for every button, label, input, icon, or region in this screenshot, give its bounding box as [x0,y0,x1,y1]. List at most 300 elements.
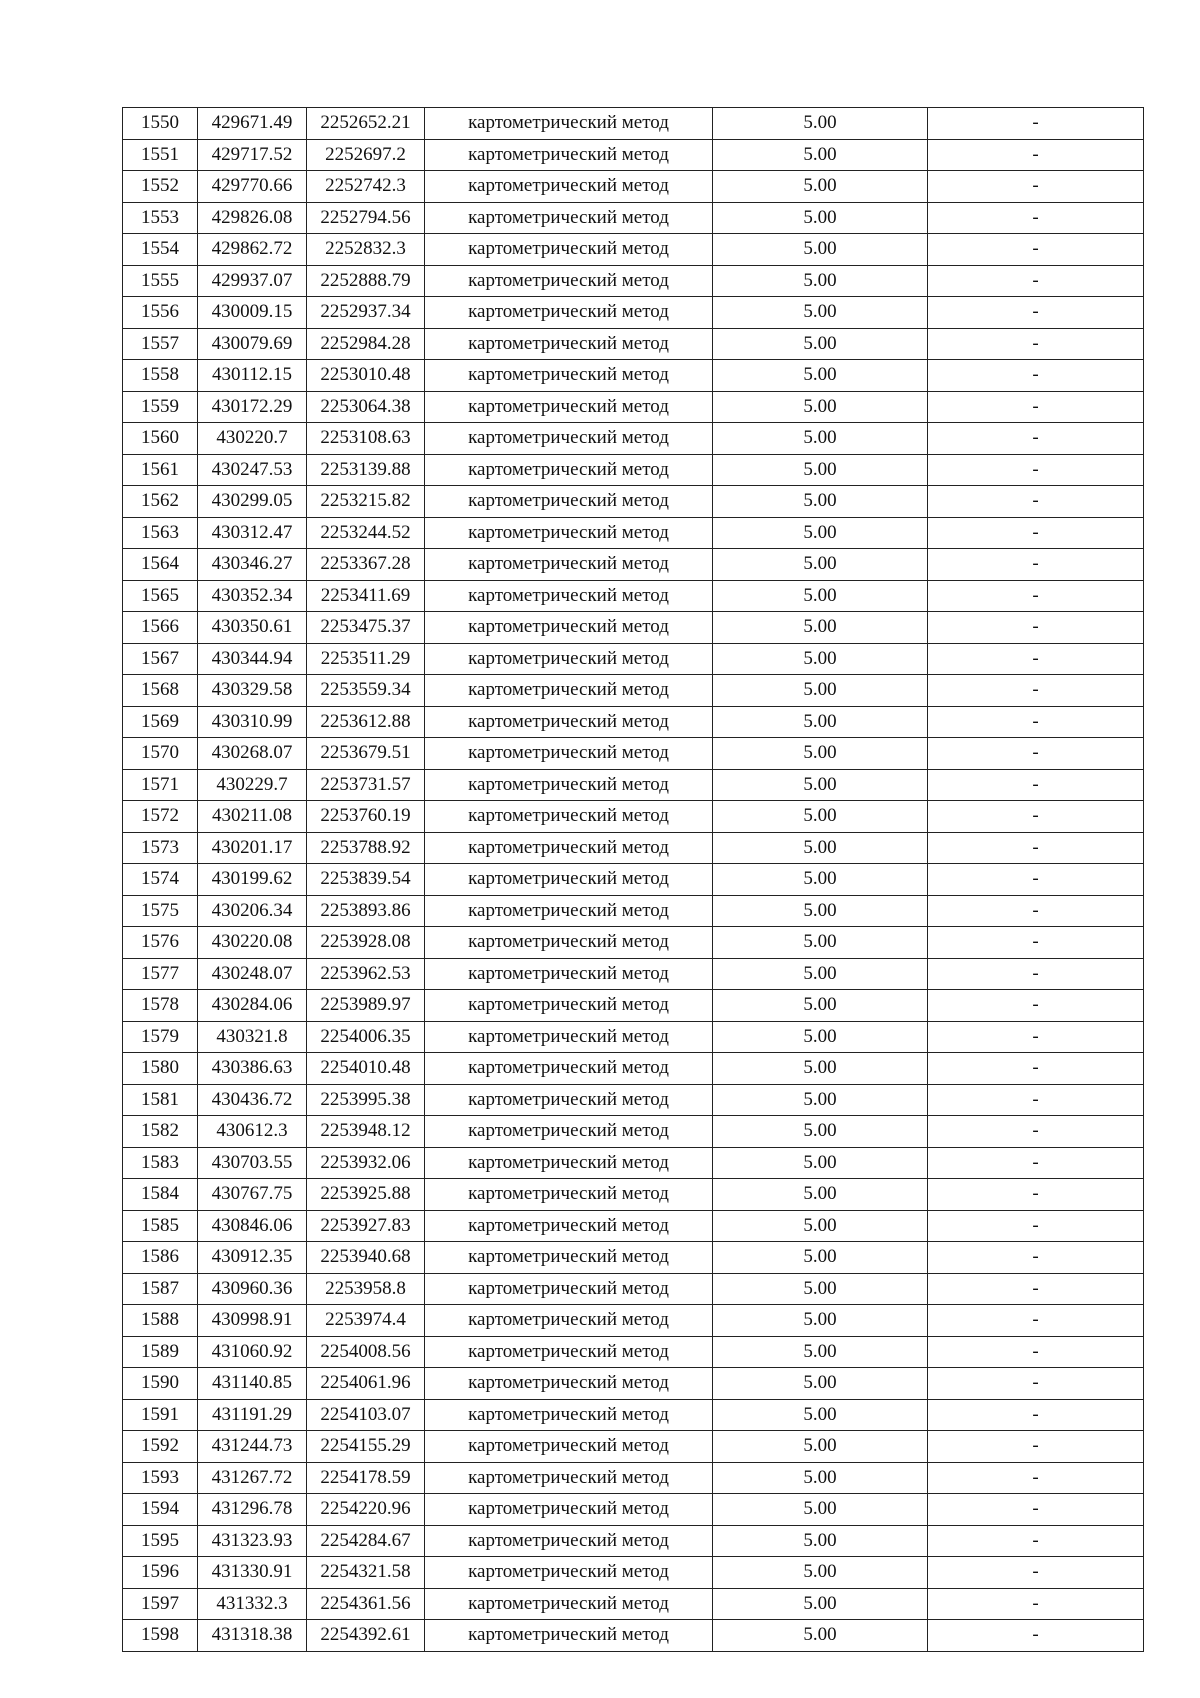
accuracy-cell: 5.00 [713,1431,928,1463]
x-coordinate-cell: 431332.3 [198,1588,307,1620]
x-coordinate-cell: 430321.8 [198,1021,307,1053]
y-coordinate-cell: 2254220.96 [307,1494,425,1526]
description-cell: - [928,612,1144,644]
table-row [123,171,1144,203]
x-coordinate-cell: 430206.34 [198,895,307,927]
point-number-cell: 1579 [123,1021,198,1053]
x-coordinate-cell: 430284.06 [198,990,307,1022]
accuracy-cell: 5.00 [713,1116,928,1148]
table-row [123,643,1144,675]
x-coordinate-cell: 430211.08 [198,801,307,833]
point-number-cell: 1574 [123,864,198,896]
point-number-cell: 1565 [123,580,198,612]
y-coordinate-cell: 2253932.06 [307,1147,425,1179]
method-cell: картометрический метод [425,328,713,360]
accuracy-cell: 5.00 [713,927,928,959]
method-cell: картометрический метод [425,454,713,486]
table-row [123,1021,1144,1053]
accuracy-cell: 5.00 [713,391,928,423]
point-number-cell: 1571 [123,769,198,801]
description-cell: - [928,990,1144,1022]
method-cell: картометрический метод [425,738,713,770]
table-row [123,675,1144,707]
description-cell: - [928,1399,1144,1431]
accuracy-cell: 5.00 [713,895,928,927]
method-cell: картометрический метод [425,958,713,990]
description-cell: - [928,1116,1144,1148]
accuracy-cell: 5.00 [713,958,928,990]
accuracy-cell: 5.00 [713,1557,928,1589]
description-cell: - [928,360,1144,392]
accuracy-cell: 5.00 [713,990,928,1022]
point-number-cell: 1582 [123,1116,198,1148]
point-number-cell: 1581 [123,1084,198,1116]
x-coordinate-cell: 431191.29 [198,1399,307,1431]
description-cell: - [928,1084,1144,1116]
x-coordinate-cell: 430846.06 [198,1210,307,1242]
table-row [123,517,1144,549]
description-cell: - [928,1179,1144,1211]
point-number-cell: 1554 [123,234,198,266]
table-row [123,1399,1144,1431]
x-coordinate-cell: 429862.72 [198,234,307,266]
method-cell: картометрический метод [425,706,713,738]
table-row [123,108,1144,140]
method-cell: картометрический метод [425,895,713,927]
method-cell: картометрический метод [425,391,713,423]
x-coordinate-cell: 430248.07 [198,958,307,990]
y-coordinate-cell: 2254284.67 [307,1525,425,1557]
y-coordinate-cell: 2252652.21 [307,108,425,140]
accuracy-cell: 5.00 [713,706,928,738]
x-coordinate-cell: 431140.85 [198,1368,307,1400]
y-coordinate-cell: 2253559.34 [307,675,425,707]
point-number-cell: 1560 [123,423,198,455]
description-cell: - [928,895,1144,927]
y-coordinate-cell: 2253962.53 [307,958,425,990]
accuracy-cell: 5.00 [713,1053,928,1085]
point-number-cell: 1552 [123,171,198,203]
y-coordinate-cell: 2252984.28 [307,328,425,360]
point-number-cell: 1575 [123,895,198,927]
description-cell: - [928,1053,1144,1085]
table-row [123,1620,1144,1652]
table-row [123,738,1144,770]
y-coordinate-cell: 2253788.92 [307,832,425,864]
table-row [123,1336,1144,1368]
method-cell: картометрический метод [425,1147,713,1179]
table-row [123,1588,1144,1620]
method-cell: картометрический метод [425,517,713,549]
x-coordinate-cell: 430344.94 [198,643,307,675]
table-row [123,801,1144,833]
table-row [123,958,1144,990]
x-coordinate-cell: 430329.58 [198,675,307,707]
description-cell: - [928,769,1144,801]
accuracy-cell: 5.00 [713,1588,928,1620]
accuracy-cell: 5.00 [713,675,928,707]
y-coordinate-cell: 2253927.83 [307,1210,425,1242]
point-number-cell: 1578 [123,990,198,1022]
point-number-cell: 1556 [123,297,198,329]
description-cell: - [928,738,1144,770]
description-cell: - [928,454,1144,486]
x-coordinate-cell: 429671.49 [198,108,307,140]
y-coordinate-cell: 2254006.35 [307,1021,425,1053]
description-cell: - [928,958,1144,990]
y-coordinate-cell: 2253989.97 [307,990,425,1022]
accuracy-cell: 5.00 [713,1399,928,1431]
description-cell: - [928,1620,1144,1652]
description-cell: - [928,234,1144,266]
description-cell: - [928,517,1144,549]
table-row [123,864,1144,896]
method-cell: картометрический метод [425,1084,713,1116]
method-cell: картометрический метод [425,423,713,455]
x-coordinate-cell: 430346.27 [198,549,307,581]
table-row [123,1305,1144,1337]
method-cell: картометрический метод [425,297,713,329]
description-cell: - [928,927,1144,959]
method-cell: картометрический метод [425,927,713,959]
x-coordinate-cell: 431318.38 [198,1620,307,1652]
method-cell: картометрический метод [425,549,713,581]
point-number-cell: 1596 [123,1557,198,1589]
x-coordinate-cell: 430352.34 [198,580,307,612]
table-row [123,202,1144,234]
y-coordinate-cell: 2252742.3 [307,171,425,203]
point-number-cell: 1572 [123,801,198,833]
x-coordinate-cell: 430220.7 [198,423,307,455]
accuracy-cell: 5.00 [713,139,928,171]
table-row [123,234,1144,266]
y-coordinate-cell: 2253010.48 [307,360,425,392]
y-coordinate-cell: 2253928.08 [307,927,425,959]
y-coordinate-cell: 2253139.88 [307,454,425,486]
point-number-cell: 1577 [123,958,198,990]
accuracy-cell: 5.00 [713,454,928,486]
point-number-cell: 1592 [123,1431,198,1463]
accuracy-cell: 5.00 [713,580,928,612]
y-coordinate-cell: 2253367.28 [307,549,425,581]
accuracy-cell: 5.00 [713,801,928,833]
accuracy-cell: 5.00 [713,1368,928,1400]
method-cell: картометрический метод [425,1336,713,1368]
y-coordinate-cell: 2254103.07 [307,1399,425,1431]
accuracy-cell: 5.00 [713,202,928,234]
accuracy-cell: 5.00 [713,171,928,203]
accuracy-cell: 5.00 [713,1084,928,1116]
table-row [123,1116,1144,1148]
method-cell: картометрический метод [425,675,713,707]
table-row [123,454,1144,486]
x-coordinate-cell: 430312.47 [198,517,307,549]
method-cell: картометрический метод [425,769,713,801]
x-coordinate-cell: 430767.75 [198,1179,307,1211]
description-cell: - [928,706,1144,738]
y-coordinate-cell: 2252888.79 [307,265,425,297]
method-cell: картометрический метод [425,108,713,140]
accuracy-cell: 5.00 [713,1462,928,1494]
description-cell: - [928,801,1144,833]
y-coordinate-cell: 2254010.48 [307,1053,425,1085]
description-cell: - [928,864,1144,896]
accuracy-cell: 5.00 [713,738,928,770]
point-number-cell: 1595 [123,1525,198,1557]
point-number-cell: 1584 [123,1179,198,1211]
table-row [123,1273,1144,1305]
table-row [123,297,1144,329]
table-row [123,1210,1144,1242]
point-number-cell: 1553 [123,202,198,234]
table-row [123,391,1144,423]
table-row [123,769,1144,801]
point-number-cell: 1563 [123,517,198,549]
point-number-cell: 1564 [123,549,198,581]
method-cell: картометрический метод [425,1273,713,1305]
accuracy-cell: 5.00 [713,643,928,675]
table-row [123,265,1144,297]
method-cell: картометрический метод [425,1399,713,1431]
accuracy-cell: 5.00 [713,265,928,297]
table-row [123,1368,1144,1400]
method-cell: картометрический метод [425,801,713,833]
x-coordinate-cell: 430299.05 [198,486,307,518]
method-cell: картометрический метод [425,1494,713,1526]
x-coordinate-cell: 430703.55 [198,1147,307,1179]
description-cell: - [928,1431,1144,1463]
point-number-cell: 1570 [123,738,198,770]
table-row [123,1431,1144,1463]
description-cell: - [928,580,1144,612]
y-coordinate-cell: 2253108.63 [307,423,425,455]
table-row [123,486,1144,518]
x-coordinate-cell: 430247.53 [198,454,307,486]
method-cell: картометрический метод [425,234,713,266]
table-row [123,328,1144,360]
table-row [123,360,1144,392]
accuracy-cell: 5.00 [713,1494,928,1526]
point-number-cell: 1566 [123,612,198,644]
x-coordinate-cell: 430229.7 [198,769,307,801]
method-cell: картометрический метод [425,612,713,644]
y-coordinate-cell: 2253411.69 [307,580,425,612]
method-cell: картометрический метод [425,1210,713,1242]
description-cell: - [928,1021,1144,1053]
x-coordinate-cell: 431244.73 [198,1431,307,1463]
point-number-cell: 1550 [123,108,198,140]
x-coordinate-cell: 430436.72 [198,1084,307,1116]
table-row [123,1053,1144,1085]
method-cell: картометрический метод [425,1053,713,1085]
accuracy-cell: 5.00 [713,1336,928,1368]
x-coordinate-cell: 430912.35 [198,1242,307,1274]
table-row [123,139,1144,171]
method-cell: картометрический метод [425,1305,713,1337]
point-number-cell: 1586 [123,1242,198,1274]
y-coordinate-cell: 2253679.51 [307,738,425,770]
description-cell: - [928,1557,1144,1589]
coordinates-table [122,107,1144,1652]
x-coordinate-cell: 430998.91 [198,1305,307,1337]
x-coordinate-cell: 431296.78 [198,1494,307,1526]
accuracy-cell: 5.00 [713,612,928,644]
method-cell: картометрический метод [425,202,713,234]
method-cell: картометрический метод [425,580,713,612]
accuracy-cell: 5.00 [713,1147,928,1179]
description-cell: - [928,297,1144,329]
method-cell: картометрический метод [425,643,713,675]
table-row [123,423,1144,455]
method-cell: картометрический метод [425,1620,713,1652]
point-number-cell: 1558 [123,360,198,392]
table-row [123,706,1144,738]
x-coordinate-cell: 430199.62 [198,864,307,896]
y-coordinate-cell: 2253925.88 [307,1179,425,1211]
x-coordinate-cell: 430009.15 [198,297,307,329]
x-coordinate-cell: 431060.92 [198,1336,307,1368]
point-number-cell: 1568 [123,675,198,707]
table-row [123,549,1144,581]
point-number-cell: 1598 [123,1620,198,1652]
description-cell: - [928,423,1144,455]
description-cell: - [928,1273,1144,1305]
point-number-cell: 1588 [123,1305,198,1337]
x-coordinate-cell: 430612.3 [198,1116,307,1148]
y-coordinate-cell: 2253958.8 [307,1273,425,1305]
accuracy-cell: 5.00 [713,1525,928,1557]
description-cell: - [928,1462,1144,1494]
y-coordinate-cell: 2253948.12 [307,1116,425,1148]
y-coordinate-cell: 2254178.59 [307,1462,425,1494]
x-coordinate-cell: 430172.29 [198,391,307,423]
accuracy-cell: 5.00 [713,832,928,864]
point-number-cell: 1573 [123,832,198,864]
description-cell: - [928,1147,1144,1179]
table-row [123,895,1144,927]
description-cell: - [928,328,1144,360]
method-cell: картометрический метод [425,864,713,896]
description-cell: - [928,108,1144,140]
accuracy-cell: 5.00 [713,328,928,360]
y-coordinate-cell: 2253511.29 [307,643,425,675]
point-number-cell: 1583 [123,1147,198,1179]
y-coordinate-cell: 2252937.34 [307,297,425,329]
x-coordinate-cell: 430079.69 [198,328,307,360]
description-cell: - [928,1368,1144,1400]
y-coordinate-cell: 2252794.56 [307,202,425,234]
method-cell: картометрический метод [425,990,713,1022]
table-row [123,612,1144,644]
point-number-cell: 1555 [123,265,198,297]
description-cell: - [928,1336,1144,1368]
method-cell: картометрический метод [425,139,713,171]
y-coordinate-cell: 2253244.52 [307,517,425,549]
method-cell: картометрический метод [425,1588,713,1620]
accuracy-cell: 5.00 [713,517,928,549]
accuracy-cell: 5.00 [713,108,928,140]
point-number-cell: 1580 [123,1053,198,1085]
method-cell: картометрический метод [425,171,713,203]
x-coordinate-cell: 430960.36 [198,1273,307,1305]
y-coordinate-cell: 2252697.2 [307,139,425,171]
table-row [123,1494,1144,1526]
table-row [123,1084,1144,1116]
table-row [123,1179,1144,1211]
table-row [123,832,1144,864]
table-row [123,1557,1144,1589]
y-coordinate-cell: 2253475.37 [307,612,425,644]
method-cell: картометрический метод [425,360,713,392]
description-cell: - [928,1210,1144,1242]
description-cell: - [928,1305,1144,1337]
x-coordinate-cell: 430220.08 [198,927,307,959]
table-row [123,1242,1144,1274]
y-coordinate-cell: 2253612.88 [307,706,425,738]
method-cell: картометрический метод [425,1116,713,1148]
accuracy-cell: 5.00 [713,769,928,801]
point-number-cell: 1551 [123,139,198,171]
accuracy-cell: 5.00 [713,360,928,392]
method-cell: картометрический метод [425,1431,713,1463]
y-coordinate-cell: 2253940.68 [307,1242,425,1274]
description-cell: - [928,265,1144,297]
table-row [123,580,1144,612]
x-coordinate-cell: 430201.17 [198,832,307,864]
description-cell: - [928,171,1144,203]
method-cell: картометрический метод [425,1462,713,1494]
x-coordinate-cell: 430112.15 [198,360,307,392]
accuracy-cell: 5.00 [713,234,928,266]
y-coordinate-cell: 2253760.19 [307,801,425,833]
point-number-cell: 1597 [123,1588,198,1620]
method-cell: картометрический метод [425,1525,713,1557]
point-number-cell: 1562 [123,486,198,518]
description-cell: - [928,549,1144,581]
method-cell: картометрический метод [425,1021,713,1053]
method-cell: картометрический метод [425,1242,713,1274]
description-cell: - [928,1525,1144,1557]
x-coordinate-cell: 430268.07 [198,738,307,770]
x-coordinate-cell: 429937.07 [198,265,307,297]
point-number-cell: 1585 [123,1210,198,1242]
x-coordinate-cell: 429770.66 [198,171,307,203]
accuracy-cell: 5.00 [713,864,928,896]
description-cell: - [928,1588,1144,1620]
point-number-cell: 1591 [123,1399,198,1431]
y-coordinate-cell: 2254155.29 [307,1431,425,1463]
method-cell: картометрический метод [425,486,713,518]
x-coordinate-cell: 430350.61 [198,612,307,644]
x-coordinate-cell: 430386.63 [198,1053,307,1085]
y-coordinate-cell: 2253893.86 [307,895,425,927]
point-number-cell: 1559 [123,391,198,423]
coordinates-table-body [123,108,1144,1652]
description-cell: - [928,1242,1144,1274]
x-coordinate-cell: 430310.99 [198,706,307,738]
x-coordinate-cell: 431323.93 [198,1525,307,1557]
description-cell: - [928,1494,1144,1526]
point-number-cell: 1567 [123,643,198,675]
point-number-cell: 1557 [123,328,198,360]
x-coordinate-cell: 429826.08 [198,202,307,234]
description-cell: - [928,675,1144,707]
x-coordinate-cell: 431330.91 [198,1557,307,1589]
point-number-cell: 1590 [123,1368,198,1400]
description-cell: - [928,202,1144,234]
table-row [123,1525,1144,1557]
description-cell: - [928,643,1144,675]
